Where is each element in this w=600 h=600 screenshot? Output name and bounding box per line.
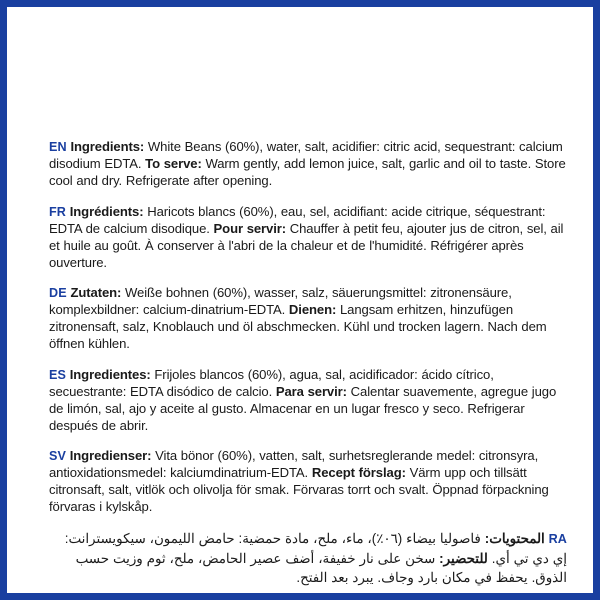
ingredients-text-fr: Haricots blancs (60%), eau, sel, acidifiant: acide citrique, séquestrant: EDTA de calcium disodique.	[49, 203, 546, 236]
ingredients-label-de: Zutaten:	[70, 285, 122, 301]
ingredients-paragraph-de	[49, 284, 567, 352]
serving-text-ar: سخن على نار خفيفة، أضف عصير الحامض، ملح، ثوم وزيت حسب الذوق. يحفظ في مكان بارد وجاف. يبرد بعد الفتح.	[75, 550, 567, 585]
ingredients-text-sv: Vita bönor (60%), vatten, salt, surhetsreglerande medel: citronsyra, antioxidationsmedel: kalciumdinatrium-EDTA.	[49, 448, 539, 481]
ingredients-paragraph-en	[49, 138, 567, 189]
language-block-es	[49, 366, 567, 434]
serving-label-fr: Pour servir:	[213, 220, 287, 236]
ingredients-paragraph-fr	[49, 203, 567, 271]
ingredients-label-fr: Ingrédients:	[69, 203, 144, 219]
language-block-ar	[49, 529, 567, 587]
ingredients-paragraph-sv	[49, 447, 567, 515]
language-block-fr	[49, 203, 567, 271]
serving-label-sv: Recept förslag:	[311, 465, 406, 481]
serving-text-en: Warm gently, add lemon juice, salt, garlic and oil to taste. Store cool and dry. Refrigerate after opening.	[49, 156, 566, 189]
language-code-en: EN	[49, 140, 67, 155]
ingredients-label-sv: Ingredienser:	[69, 448, 152, 464]
serving-label-ar: للتحضير:	[439, 550, 488, 566]
serving-text-de: Langsam erhitzen, hinzufügen zitronensaft, salz, Knoblauch und öl abschmecken. Kühl und trocken lagern. Nach dem öffnen kühlen.	[49, 302, 547, 352]
language-code-sv: SV	[49, 449, 66, 464]
language-block-sv	[49, 447, 567, 515]
ingredients-text-en: White Beans (60%), water, salt, acidifier: citric acid, sequestrant: calcium disodium EDTA.	[49, 139, 563, 172]
serving-text-es: Calentar suavemente, agregue jugo de limón, sal, ajo y aceite al gusto. Almacenar en un lugar fresco y seco. Refrigerar después de abrir.	[49, 383, 557, 433]
language-block-de	[49, 284, 567, 352]
language-code-ar: AR	[548, 531, 567, 546]
serving-text-fr: Chauffer à petit feu, ajouter jus de citron, sel, ail et huile au goût. À conserver à l'abri de la chaleur et de l'humidité. Réfrigérer après ouverture.	[49, 220, 564, 270]
ingredients-label-en: Ingredients:	[70, 139, 145, 155]
ingredients-text-ar: فاصوليا بيضاء (٦٠٪)، ماء، ملح، مادة حمضية: حامض الليمون، سيكويسترانت: إي دي تي أي.	[64, 530, 567, 566]
language-code-de: DE	[49, 286, 67, 301]
serving-text-sv: Värm upp och tillsätt citronsaft, salt, vitlök och olivolja för smak. Förvaras torrt och svalt. Öppnad förpackning förvaras i kylskåp.	[49, 465, 549, 515]
serving-label-de: Dienen:	[288, 302, 337, 318]
serving-label-en: To serve:	[145, 156, 202, 172]
ingredients-label-ar: المحتويات:	[484, 530, 545, 546]
serving-label-es: Para servir:	[275, 383, 347, 399]
ingredients-text-es: Frijoles blancos (60%), agua, sal, acidificador: ácido cítrico, secuestrante: EDTA disódico de calcio.	[49, 366, 494, 399]
language-code-es: ES	[49, 367, 66, 382]
ingredients-multilingual-block	[49, 125, 567, 600]
ingredients-paragraph-es	[49, 366, 567, 434]
ingredients-paragraph-ar	[49, 529, 567, 587]
ingredients-label-es: Ingredientes:	[69, 366, 151, 382]
language-block-en	[49, 138, 567, 189]
ingredients-text-de: Weiße bohnen (60%), wasser, salz, säuerungsmittel: zitronensäure, komplexbildner: calcium-dinatrium-EDTA.	[49, 285, 512, 318]
language-code-fr: FR	[49, 204, 66, 219]
